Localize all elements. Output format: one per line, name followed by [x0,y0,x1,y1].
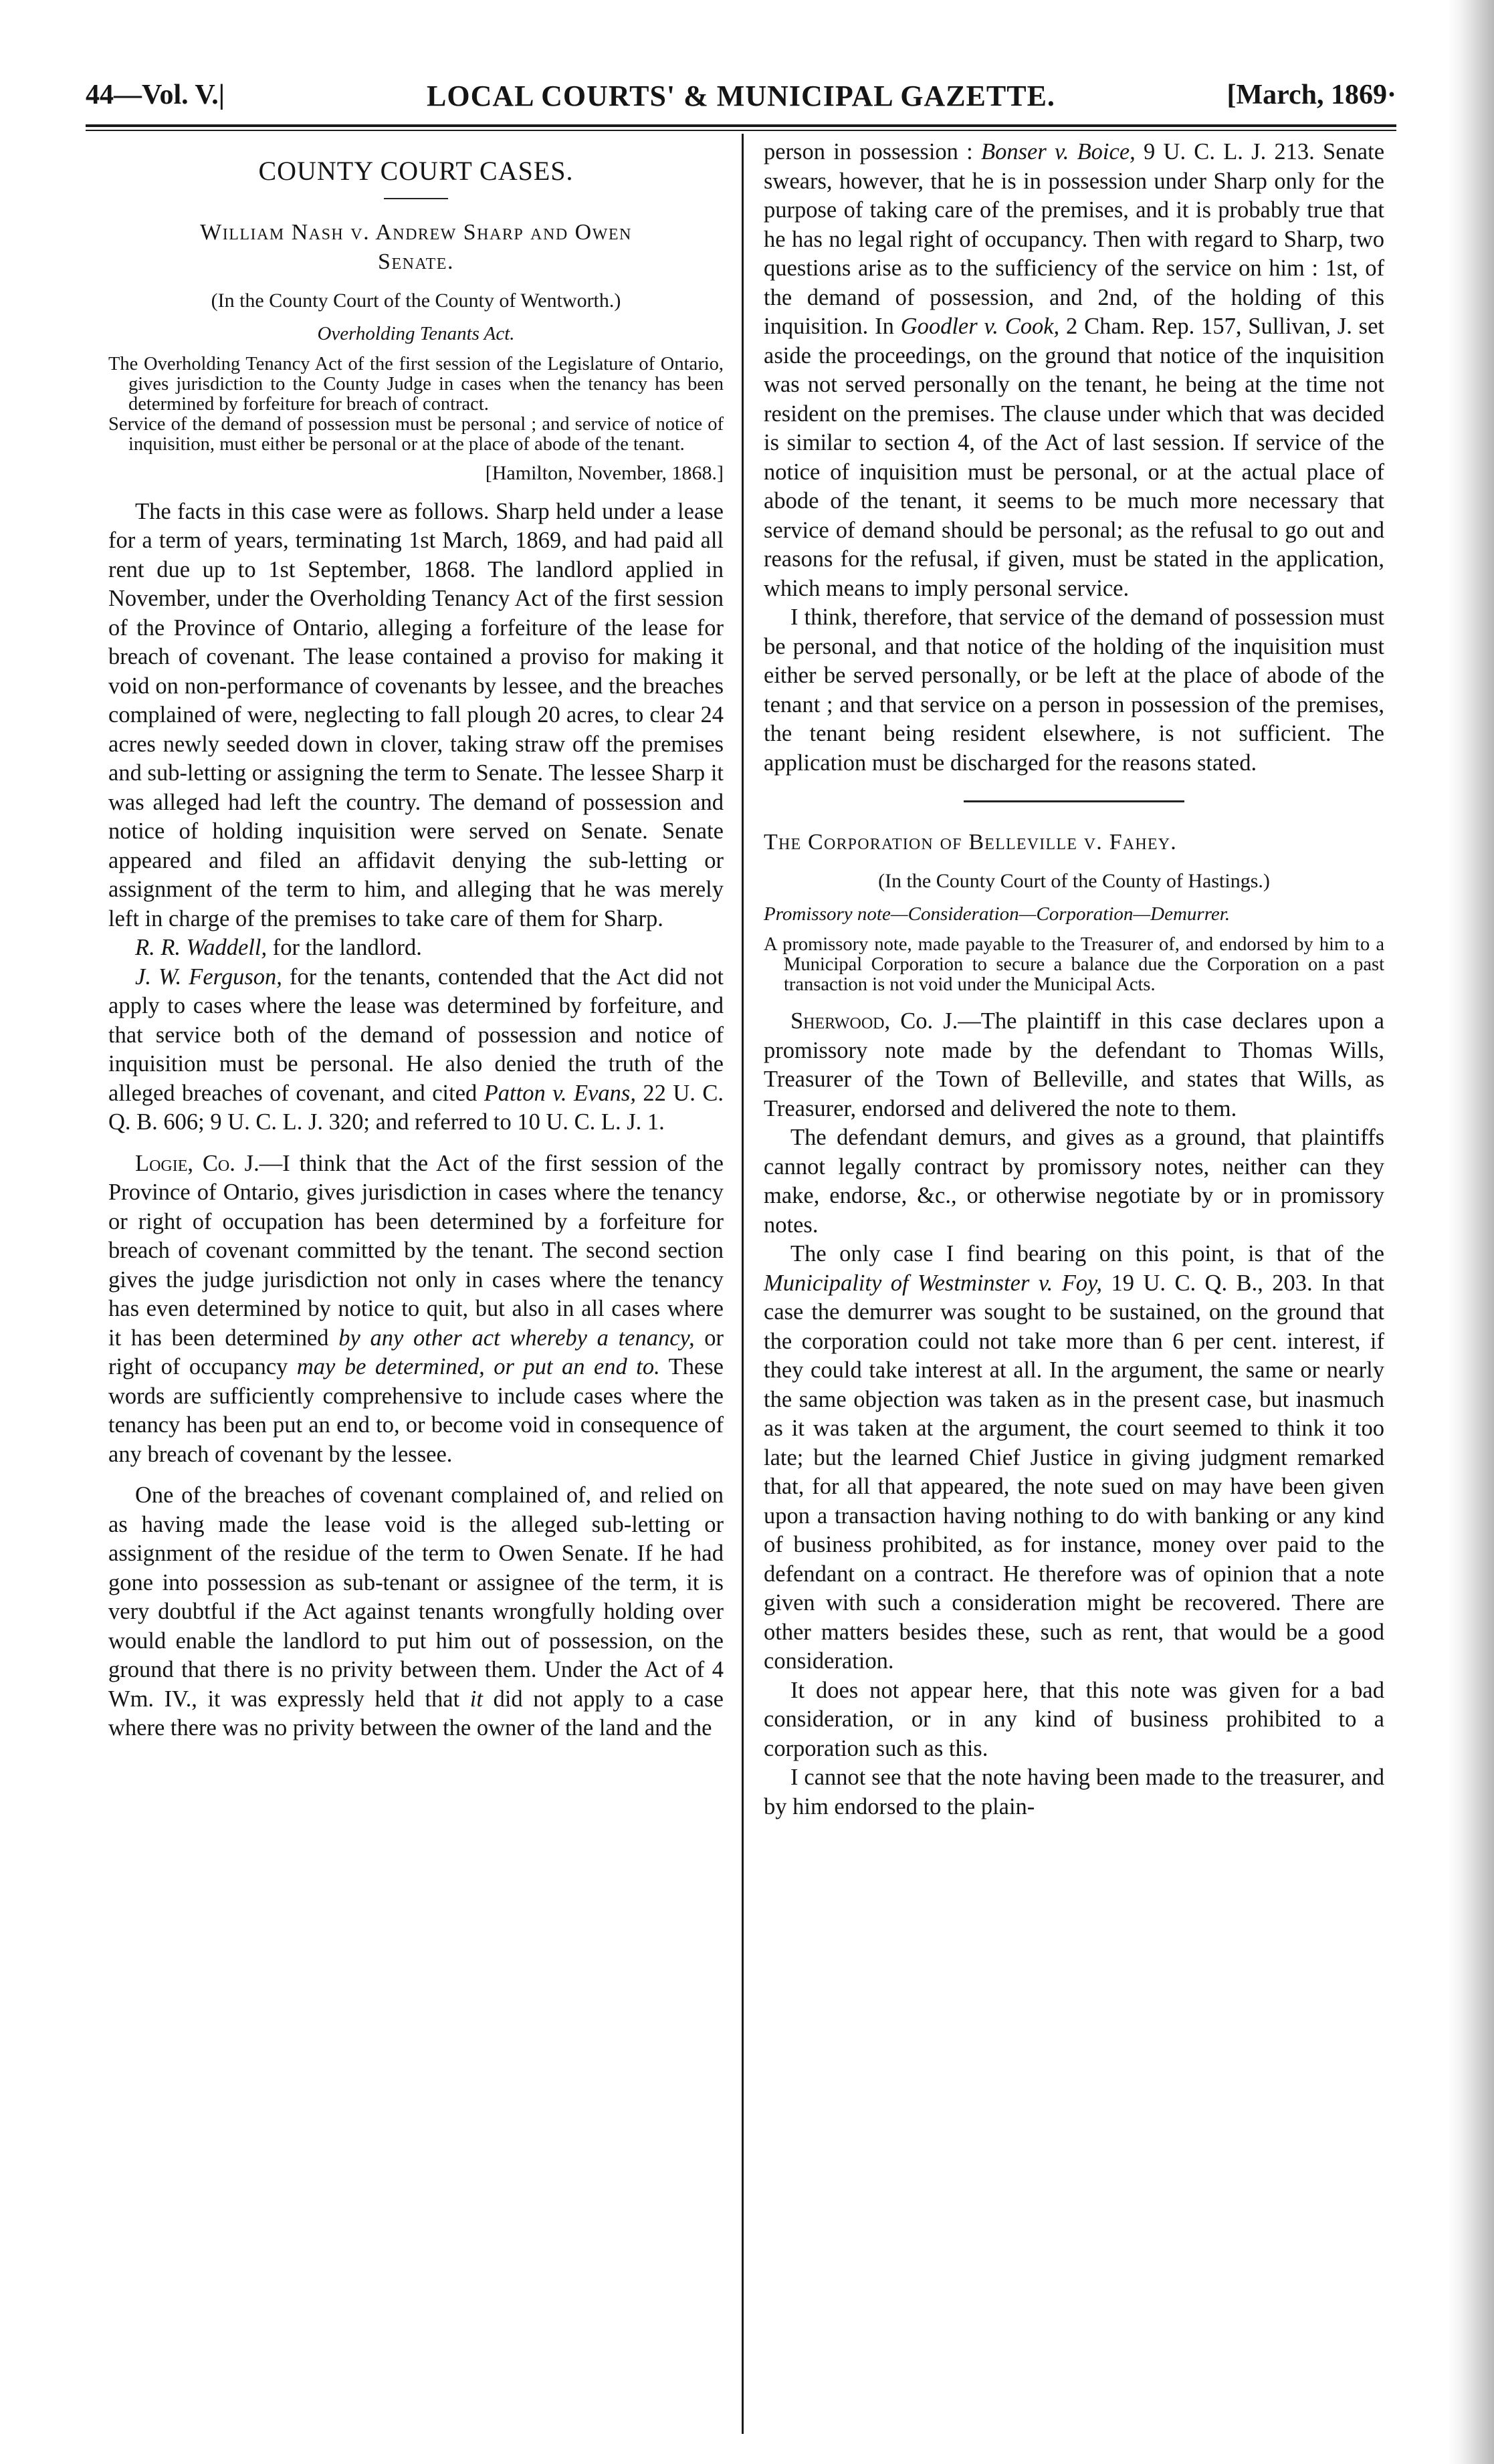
judgment-text: did not apply to a case where there was no privity between the owner of the land and the [108,1686,724,1741]
judgment-text: These words are sufficiently comprehensive to include cases where the tenancy has been put an end to, or become void in consequence of any breach of covenant by the lessee. [108,1354,724,1467]
case-subject: Promissory note—Consideration—Corporation—Demurrer. [764,903,1231,925]
judgment-text: or right of occupancy [108,1325,724,1379]
judgment-paragraph [108,1149,724,1470]
section-rule [384,198,448,199]
counsel-argument: for the tenants, contended that the Act did not apply to cases where the lease was determined by forfeiture, and that service both of the demand of possession and notice of inquisition must be personal. He also denied the truth of the alleged breaches of covenant, and cited [108,964,724,1106]
case-title: The Corporation of Belleville v. Fahey. [764,830,1177,855]
judgment-text: 2 Cham. Rep. 157, Sullivan, J. set aside the proceedings, on the ground that notice of the inquisition was not served personally on the tenant, he being at the time not resident on the premises. The clause under which that was decided is similar to section 4, of the Act of last session. If service of the notice of inquisition must be personal, or at the actual place of abode of the tenant, it seems to be much more necessary that service of demand should be personal; as the refusal to go out and reasons for the refusal, if given, must be stated in the application, which means to imply personal service. [764,314,1384,601]
judgment-emphasis: by any other act whereby a tenancy, [338,1325,695,1351]
judgment-text: One of the breaches of covenant complained of, and relied on as having made the lease void is the alleged sub-letting or assignment of the residue of the term to Owen Senate. If he had gone into possession as sub-tenant or assignee of the term, it is very doubtful if the Act against tenants wrongfully holding over would enable the landlord to put him out of possession, on the ground that there is no privity between them. Under the Act of 4 Wm. IV., it was expressly held that [108,1482,724,1712]
publication-title: LOCAL COURTS' & MUNICIPAL GAZETTE. [427,80,1055,112]
judgment-text: Co. J.—The plaintiff in this case declares upon a promissory note made by the defendant to Thomas Wills, Treasurer of the Town of Belleville, and states that Wills, as Treasurer, endorsed and delivered the note to them. [764,1008,1384,1121]
counsel-tenants [108,963,724,1137]
judgment-text: person in possession : [764,139,981,164]
citation-tail: 22 U. C. Q. B. 606; 9 U. C. L. J. 320; and referred to 10 U. C. L. J. 1. [108,1080,724,1135]
dateline: [Hamilton, November, 1868.] [485,461,724,484]
judgment-emphasis: may be determined, or put an end to. [296,1354,660,1379]
judgment-emphasis: it [469,1686,483,1712]
page-volume-ref: 44—Vol. V.| [86,80,225,110]
scan-edge-shadow [1447,0,1494,2464]
header-rule-thin [86,130,1396,131]
section-title: COUNTY COURT CASES. [258,156,574,186]
case-separator-rule [964,800,1184,802]
column-divider [742,134,744,2434]
counsel-name: J. W. Ferguson, [135,964,282,990]
page-header [86,75,1396,122]
issue-date: [March, 1869· [1226,80,1396,110]
judgment-paragraph [764,1240,1384,1676]
case-citation: Municipality of Westminster v. Foy, [764,1270,1103,1296]
counsel-role: for the landlord. [267,935,422,960]
judgment-paragraph: It does not appear here, that this note was given for a bad consideration, or in any kind of business prohibited to a corporation such as this. [764,1677,1384,1761]
judge-name: Logie, Co. J. [135,1150,259,1176]
headnote: Service of the demand of possession must be personal ; and service of notice of inquisition, must either be personal or at the place of abode of the tenant. [108,413,724,455]
case-subject: Overholding Tenants Act. [317,322,515,344]
case-citation: Goodler v. Cook, [900,314,1060,339]
judgment-paragraph [108,1481,724,1743]
judgment-continuation [764,138,1384,603]
right-column [764,138,1384,1821]
case-title-line1: William Nash v. Andrew Sharp and Owen [200,219,632,245]
counsel-landlord [108,933,724,963]
case-title-line2: Senate. [378,249,454,274]
facts-paragraph: The facts in this case were as follows. Sharp held under a lease for a term of years, terminating 1st March, 1869, and had paid all rent due up to 1st September, 1868. The landlord applied in November, under the Overholding Tenancy Act of the first session of the Province of Ontario, alleging a forfeiture of the lease for breach of covenant. The lease contained a proviso for making it void on non-performance of covenants by lessee, and the breaches complained of were, neglecting to fall plough 20 acres, to clear 24 acres newly seeded down in clover, taking straw off the premises and sub-letting or assigning the term to Senate. The lessee Sharp it was alleged had left the country. The demand of possession and notice of holding inquisition were served on Senate. Senate appeared and filed an affidavit denying the sub-letting or assignment of the term to him, and alleging that he was merely left in charge of the premises to take care of them for Sharp. [108,498,724,931]
judgment-text: The only case I find bearing on this point, is that of the [790,1241,1384,1266]
judge-name: Sherwood, [790,1008,891,1034]
case-title [108,218,724,277]
court-name: (In the County Court of the County of Wentworth.) [211,289,621,312]
counsel-name: R. R. Waddell, [135,935,268,960]
judgment-paragraph: The defendant demurs, and gives as a ground, that plaintiffs cannot legally contract by promissory notes, neither can they make, endorse, &c., or otherwise negotiate by or in promissory notes. [764,1125,1384,1238]
headnote: A promissory note, made payable to the Treasurer of, and endorsed by him to a Municipal Corporation to secure a balance due the Corporation on a past transaction is not void under the Municipal Acts. [764,934,1384,995]
judgment-text: 9 U. C. L. J. 213. Senate swears, however, that he is in possession under Sharp only for the purpose of taking care of the premises, and it is probably true that he has no legal right of occupancy. Then with regard to Sharp, two questions arise as to the sufficiency of the service on him : 1st, of the demand of possession, and 2nd, of the holding of this inquisition. In [764,139,1385,339]
judgment-conclusion: I think, therefore, that service of the demand of possession must be personal, and that notice of the holding of the inquisition must either be served personally, or be left at the place of abode of the tenant ; and that service on a person in possession of the premises, the tenant being resident elsewhere, is not sufficient. The application must be discharged for the reasons stated. [764,604,1384,776]
left-column [108,146,724,1743]
judgment-text: —I think that the Act of the first session of the Province of Ontario, gives jurisdiction in cases where the tenancy or right of occupation has been determined by a forfeiture for breach of covenant committed by the tenant. The second section gives the judge jurisdiction not only in cases where the tenancy has even determined by notice to quit, but also in all cases where it has been determined [108,1150,724,1351]
court-name: (In the County Court of the County of Hastings.) [878,870,1270,892]
case-citation: Bonser v. Boice, [981,139,1136,164]
case-citation: Patton v. Evans, [484,1080,636,1106]
judgment-paragraph [764,1007,1384,1123]
headnote: The Overholding Tenancy Act of the first session of the Legislature of Ontario, gives jurisdiction to the County Judge in cases when the tenancy has been determined by forfeiture for breach of contract. [108,353,724,415]
header-rule-thick [86,124,1396,127]
judgment-text: 19 U. C. Q. B., 203. In that case the demurrer was sought to be sustained, on the ground that the corporation could not take more than 6 per cent. interest, if they could take interest at all. In the argument, the same or nearly the same objection was taken as in the present case, but inasmuch as it was taken at the argument, the court seemed to think it too late; but the learned Chief Justice in giving judgment remarked that, for all that appeared, the note sued on may have been given upon a transaction having nothing to do with banking or any kind of business prohibited, as for instance, money over paid to the defendant on a contract. He therefore was of opinion that a note given with such a consideration might be recovered. There are other matters besides these, such as rent, that would be a good consideration. [764,1270,1384,1674]
judgment-paragraph: I cannot see that the note having been made to the treasurer, and by him endorsed to the plain- [764,1765,1384,1819]
